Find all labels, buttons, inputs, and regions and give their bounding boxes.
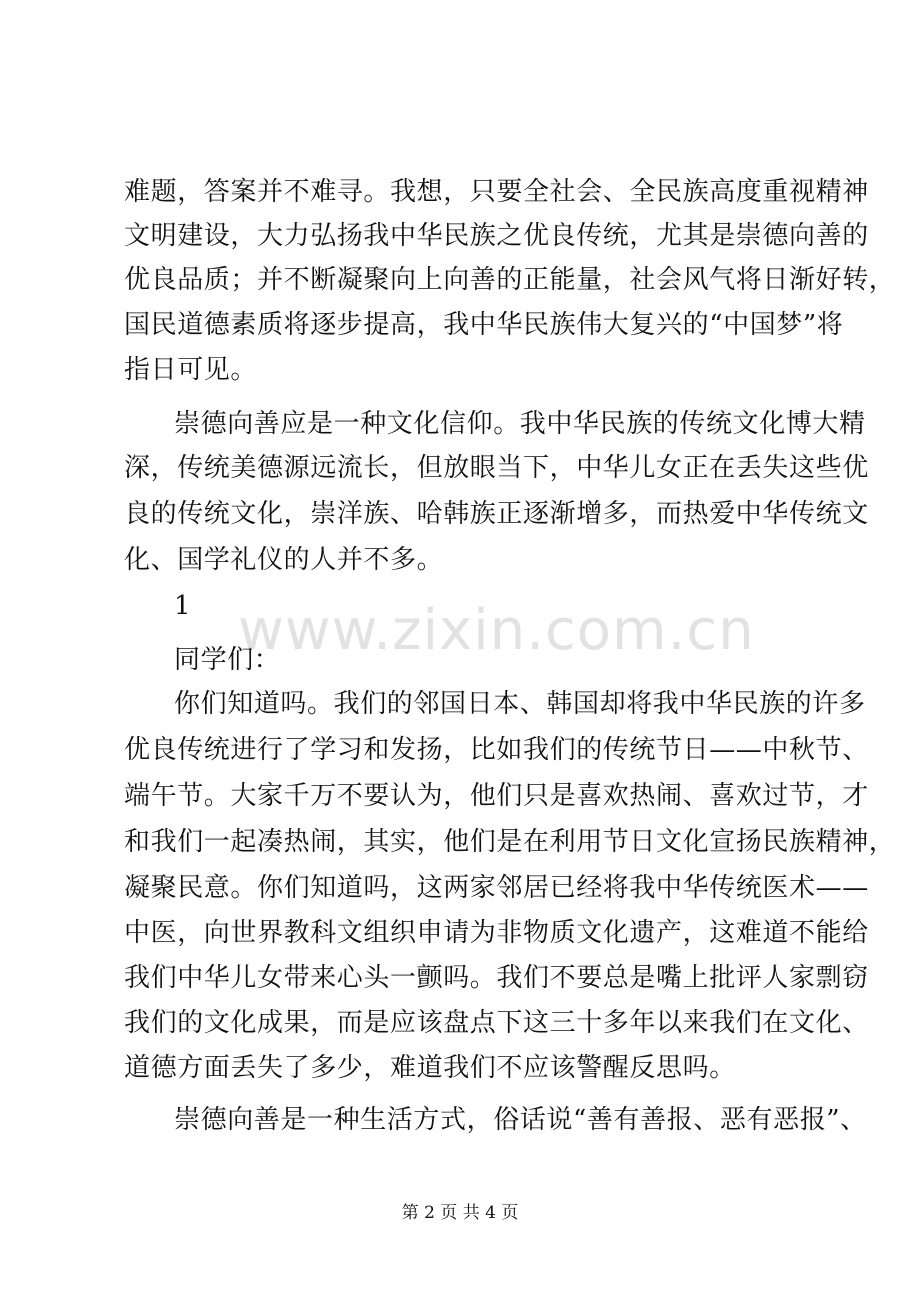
text-line: 端午节。大家千万不要认为，他们只是喜欢热闹、喜欢过节，才 — [124, 781, 869, 811]
text-line: 和我们一起凑热闹，其实，他们是在利用节日文化宣扬民族精神， — [124, 827, 896, 857]
text-line: 难题，答案并不难寻。我想，只要全社会、全民族高度重视精神 — [124, 177, 869, 207]
text-line: 优良品质；并不断凝聚向上向善的正能量，社会风气将日渐好转， — [124, 265, 896, 295]
paragraph-start-line: 崇德向善应是一种文化信仰。我中华民族的传统文化博大精 — [174, 409, 866, 439]
salutation: 同学们： — [174, 645, 281, 675]
text-line: 化、国学礼仪的人并不多。 — [124, 545, 444, 575]
page-footer: 第 2 页 共 4 页 — [401, 1203, 519, 1223]
text-line: 指日可见。 — [124, 355, 258, 385]
paragraph-start-line: 崇德向善是一种生活方式，俗话说“善有善报、恶有恶报”、 — [174, 1105, 867, 1135]
watermark: www.zixin.com.cn — [238, 598, 755, 663]
text-line: 国民道德素质将逐步提高，我中华民族伟大复兴的“中国梦”将 — [124, 310, 844, 340]
paragraph-start-line: 你们知道吗。我们的邻国日本、韩国却将我中华民族的许多 — [174, 689, 866, 719]
section-number: 1 — [174, 591, 192, 621]
text-line: 中医，向世界教科文组织申请为非物质文化遗产，这难道不能给 — [124, 918, 869, 948]
text-line: 深，传统美德源远流长，但放眼当下，中华儿女正在丢失这些优 — [124, 453, 869, 483]
text-line: 我们的文化成果，而是应该盘点下这三十多年以来我们在文化、 — [124, 1008, 869, 1038]
text-line: 我们中华儿女带来心头一颤吗。我们不要总是嘴上批评人家剽窃 — [124, 963, 869, 993]
text-line: 凝聚民意。你们知道吗，这两家邻居已经将我中华传统医术—— — [124, 873, 869, 903]
text-line: 道德方面丢失了多少，难道我们不应该警醒反思吗。 — [124, 1053, 736, 1083]
text-line: 文明建设，大力弘扬我中华民族之优良传统，尤其是崇德向善的 — [124, 221, 869, 251]
text-line: 优良传统进行了学习和发扬，比如我们的传统节日——中秋节、 — [124, 735, 869, 765]
text-line: 良的传统文化，崇洋族、哈韩族正逐渐增多，而热爱中华传统文 — [124, 499, 869, 529]
